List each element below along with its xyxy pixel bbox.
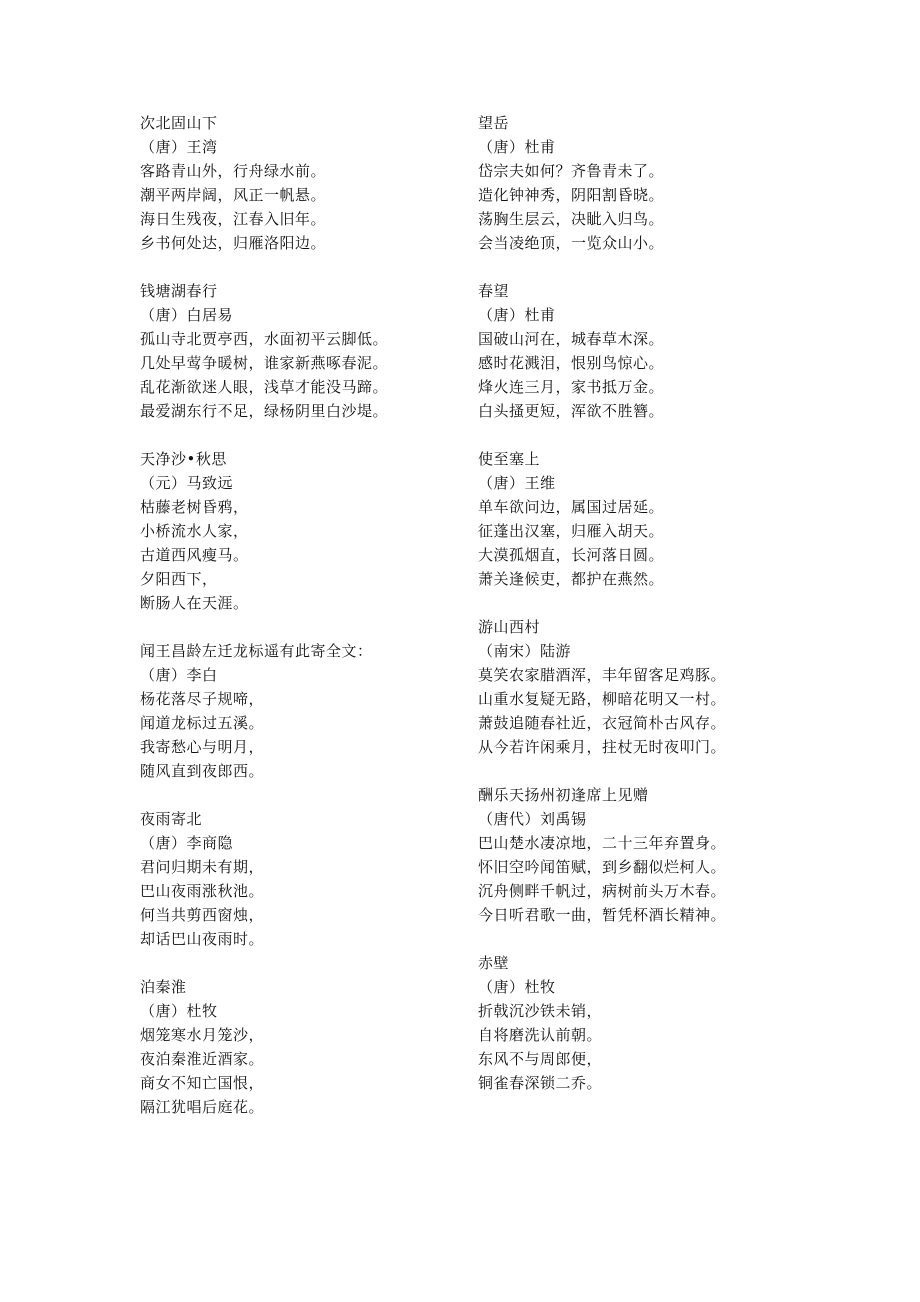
poem-author: （唐）杜牧 bbox=[140, 1002, 218, 1020]
poem bbox=[140, 639, 460, 783]
poem-line: 乱花渐欲迷人眼，浅草才能没马蹄。 bbox=[140, 378, 389, 396]
poem-line: 几处早莺争暖树，谁家新燕啄春泥。 bbox=[140, 354, 389, 372]
poem-line: 沉舟侧畔千帆过，病树前头万木春。 bbox=[478, 882, 727, 900]
poem bbox=[478, 783, 898, 927]
poem-line: 折戟沉沙铁未销， bbox=[478, 1002, 603, 1020]
poem-line: 客路青山外，行舟绿水前。 bbox=[140, 162, 327, 180]
poem bbox=[478, 951, 898, 1095]
poem-title: 使至塞上 bbox=[478, 450, 541, 468]
poem-title: 游山西村 bbox=[478, 618, 541, 636]
poem-line: 随风直到夜郎西。 bbox=[140, 762, 265, 780]
poem-title: 次北固山下 bbox=[140, 114, 218, 132]
poem-line: 莫笑农家腊酒浑，丰年留客足鸡豚。 bbox=[478, 666, 727, 684]
poem-line: 夕阳西下， bbox=[140, 570, 218, 588]
poem-line: 感时花溅泪，恨别鸟惊心。 bbox=[478, 354, 665, 372]
poem-author: （唐）杜牧 bbox=[478, 978, 556, 996]
poem-line: 从今若许闲乘月，拄杖无时夜叩门。 bbox=[478, 738, 727, 756]
poem-author: （唐）李商隐 bbox=[140, 834, 234, 852]
poem-title: 赤壁 bbox=[478, 954, 510, 972]
poem-author: （唐）杜甫 bbox=[478, 138, 556, 156]
poem-line: 巴山夜雨涨秋池。 bbox=[140, 882, 265, 900]
poem-line: 闻道龙标过五溪。 bbox=[140, 714, 265, 732]
poem-line: 枯藤老树昏鸦， bbox=[140, 498, 249, 516]
poem-author: （唐）杜甫 bbox=[478, 306, 556, 324]
poem-line: 东风不与周郎便， bbox=[478, 1050, 603, 1068]
poem-line: 何当共剪西窗烛， bbox=[140, 906, 265, 924]
poem-line: 白头搔更短，浑欲不胜簪。 bbox=[478, 402, 665, 420]
poem-title: 天净沙•秋思 bbox=[140, 450, 227, 468]
poem-line: 自将磨洗认前朝。 bbox=[478, 1026, 603, 1044]
poem bbox=[140, 111, 460, 255]
poem-title: 夜雨寄北 bbox=[140, 810, 203, 828]
poem-line: 烽火连三月，家书抵万金。 bbox=[478, 378, 665, 396]
poem-line: 乡书何处达，归雁洛阳边。 bbox=[140, 234, 327, 252]
poem-line: 大漠孤烟直，长河落日圆。 bbox=[478, 546, 665, 564]
poem-author: （唐）王维 bbox=[478, 474, 556, 492]
poem-line: 会当凌绝顶，一览众山小。 bbox=[478, 234, 665, 252]
poem-line: 却话巴山夜雨时。 bbox=[140, 930, 265, 948]
poem-title: 春望 bbox=[478, 282, 510, 300]
poem-author: （唐）白居易 bbox=[140, 306, 234, 324]
poem bbox=[140, 279, 460, 423]
poem-title: 闻王昌龄左迁龙标遥有此寄全文： bbox=[140, 642, 373, 660]
poem-line: 断肠人在天涯。 bbox=[140, 594, 249, 612]
poem bbox=[478, 279, 898, 423]
poem-author: （唐）王湾 bbox=[140, 138, 218, 156]
poem-line: 萧鼓追随春社近，衣冠简朴古风存。 bbox=[478, 714, 727, 732]
poem-line: 小桥流水人家， bbox=[140, 522, 249, 540]
poem-title: 望岳 bbox=[478, 114, 510, 132]
poem-title: 酬乐天扬州初逢席上见赠 bbox=[478, 786, 649, 804]
poem-line: 商女不知亡国恨， bbox=[140, 1074, 265, 1092]
poem-line: 铜雀春深锁二乔。 bbox=[478, 1074, 603, 1092]
poem-line: 荡胸生层云，决眦入归鸟。 bbox=[478, 210, 665, 228]
poem-line: 萧关逢候吏，都护在燕然。 bbox=[478, 570, 665, 588]
poem-title: 泊秦淮 bbox=[140, 978, 187, 996]
poem-line: 巴山楚水凄凉地，二十三年弃置身。 bbox=[478, 834, 727, 852]
poem-line: 造化钟神秀，阴阳割昏晓。 bbox=[478, 186, 665, 204]
poem-line: 君问归期未有期， bbox=[140, 858, 265, 876]
poem-line: 夜泊秦淮近酒家。 bbox=[140, 1050, 265, 1068]
poem-line: 征蓬出汉塞，归雁入胡天。 bbox=[478, 522, 665, 540]
poem-author: （唐）李白 bbox=[140, 666, 218, 684]
right-column bbox=[478, 111, 898, 1119]
left-column bbox=[140, 111, 460, 1143]
poem-line: 国破山河在，城春草木深。 bbox=[478, 330, 665, 348]
poem-line: 孤山寺北贾亭西，水面初平云脚低。 bbox=[140, 330, 389, 348]
poem-line: 单车欲问边，属国过居延。 bbox=[478, 498, 665, 516]
poem bbox=[140, 447, 460, 615]
poem bbox=[478, 447, 898, 591]
poem-line: 烟笼寒水月笼沙， bbox=[140, 1026, 265, 1044]
poem bbox=[140, 807, 460, 951]
poem-line: 我寄愁心与明月， bbox=[140, 738, 265, 756]
poem-line: 怀旧空吟闻笛赋，到乡翻似烂柯人。 bbox=[478, 858, 727, 876]
poem-line: 今日听君歌一曲，暂凭杯酒长精神。 bbox=[478, 906, 727, 924]
poem bbox=[140, 975, 460, 1119]
poem-title: 钱塘湖春行 bbox=[140, 282, 218, 300]
poem-author: （唐代）刘禹锡 bbox=[478, 810, 587, 828]
poem-line: 最爱湖东行不足，绿杨阴里白沙堤。 bbox=[140, 402, 389, 420]
poem-line: 海日生残夜，江春入旧年。 bbox=[140, 210, 327, 228]
poem-line: 杨花落尽子规啼， bbox=[140, 690, 265, 708]
poem-author: （元）马致远 bbox=[140, 474, 234, 492]
poem-line: 隔江犹唱后庭花。 bbox=[140, 1098, 265, 1116]
poem-line: 山重水复疑无路，柳暗花明又一村。 bbox=[478, 690, 727, 708]
poem-line: 潮平两岸阔，风正一帆悬。 bbox=[140, 186, 327, 204]
poem-line: 古道西风瘦马。 bbox=[140, 546, 249, 564]
poem-author: （南宋）陆游 bbox=[478, 642, 572, 660]
poem bbox=[478, 615, 898, 759]
poem-line: 岱宗夫如何？齐鲁青未了。 bbox=[478, 162, 665, 180]
poem bbox=[478, 111, 898, 255]
